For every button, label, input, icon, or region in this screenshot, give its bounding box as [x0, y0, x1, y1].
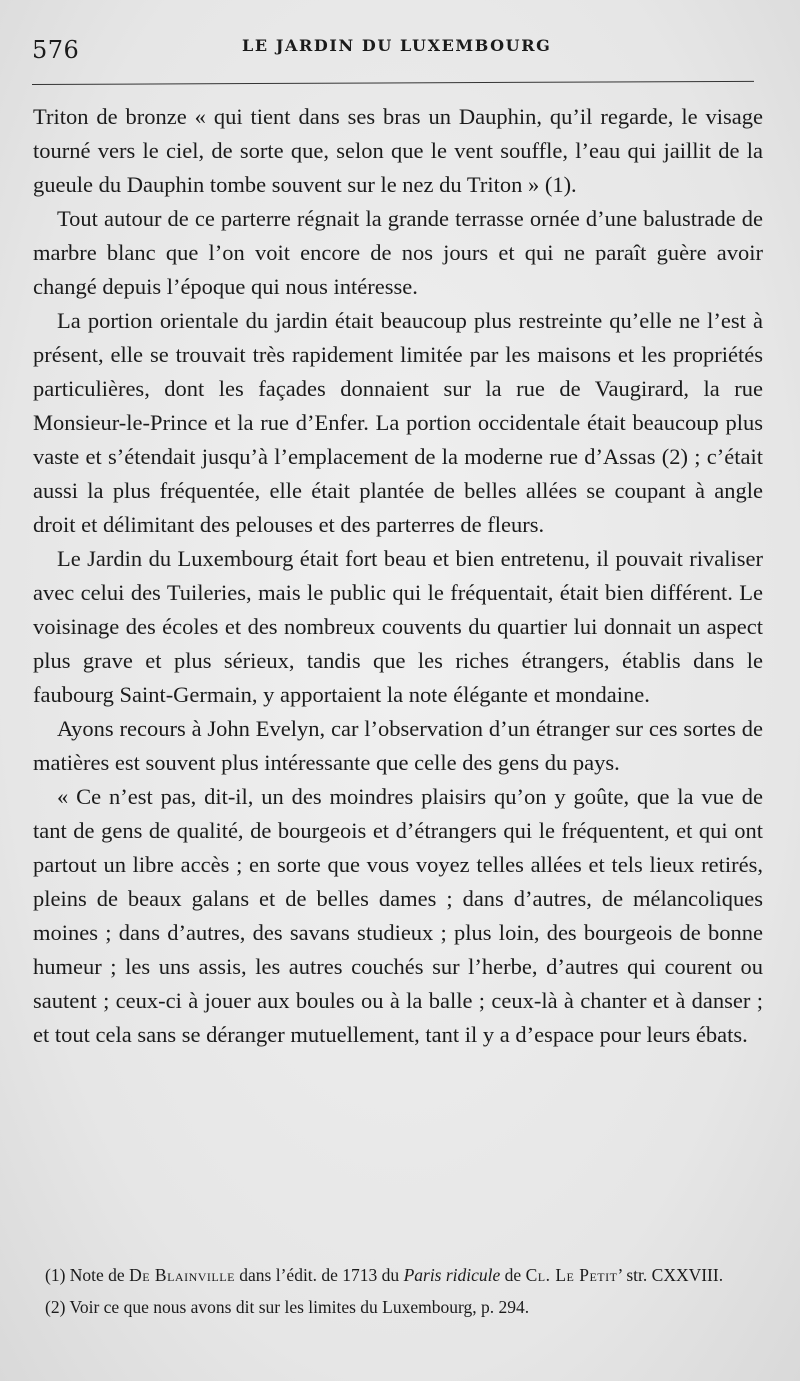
footnote-1-de: de — [504, 1265, 522, 1285]
body-text — [33, 100, 763, 1052]
page-number: 576 — [32, 36, 80, 64]
footnote-1-author: De Blainville — [129, 1265, 235, 1285]
paragraph-3: La portion orientale du jardin était beaucoup plus restreinte qu’elle ne l’est à présent, elle se trouvait très rapidement limitée par les maisons et les propriétés particulières, dont les façades donnaient sur la rue de Vaugirard, la rue Monsieur-le-Prince et la rue d’Enfer. La portion occidentale était beaucoup plus vaste et s’étendait jusqu’à l’emplacement de la moderne rue d’Assas (2) ; c’était aussi la plus fréquentée, elle était plantée de belles allées se coupant à angle droit et délimitant des pelouses et des parterres de fleurs. — [33, 308, 763, 537]
footnote-1-author-2: Cl. Le Petit — [525, 1265, 618, 1285]
footnotes — [45, 1262, 760, 1326]
page-header — [32, 36, 752, 76]
footnote-2-mark: (2) — [45, 1297, 66, 1317]
footnote-1-lead: Note de — [69, 1265, 125, 1285]
paragraph-5: Ayons recours à John Evelyn, car l’observation d’un étranger sur ces sortes de matières est souvent plus intéressante que celle des gens du pays. — [33, 716, 763, 775]
footnote-1-mark: (1) — [45, 1265, 66, 1285]
paragraph-4: Le Jardin du Luxembourg était fort beau et bien entretenu, il pouvait rivaliser avec celui des Tuileries, mais le public qui le fréquentait, était bien différent. Le voisinage des écoles et des nombreux couvents du quartier lui donnait un aspect plus grave et plus sérieux, tandis que les riches étrangers, établis dans le faubourg Saint-Germain, y apportaient la note élégante et mondaine. — [33, 546, 763, 707]
paragraph-2: Tout autour de ce parterre régnait la grande terrasse ornée d’une balustrade de marbre blanc que l’on voit encore de nos jours et qui ne paraît guère avoir changé depuis l’époque qui nous intéresse. — [33, 206, 763, 299]
running-title: LE JARDIN DU LUXEMBOURG — [242, 36, 552, 55]
paragraph-6: « Ce n’est pas, dit-il, un des moindres plaisirs qu’on y goûte, que la vue de tant de gens de qualité, de bourgeois et d’étrangers qui le fréquentent, et qui ont partout un libre accès ; en sorte que vous voyez telles allées et tels lieux retirés, pleins de beaux galans et de belles dames ; dans d’autres, de mélancoliques moines ; dans d’autres, des savans studieux ; plus loin, des bourgeois de bonne humeur ; les uns assis, les autres couchés sur l’herbe, d’autres qui courent ou sautent ; ceux-ci à jouer aux boules ou à la balle ; ceux-là à chanter et à danser ; et tout cela sans se déranger mutuellement, tant il y a d’espace pour leurs ébats. — [33, 784, 763, 1047]
paragraph-1: Triton de bronze « qui tient dans ses bras un Dauphin, qu’il regarde, le visage tourné vers le ciel, de sorte que, selon que le vent souffle, l’eau qui jaillit de la gueule du Dauphin tombe souvent sur le nez du Triton » (1). — [33, 104, 763, 197]
footnote-1-work: Paris ridicule — [403, 1265, 501, 1285]
header-rule — [32, 81, 754, 85]
footnote-1 — [45, 1262, 760, 1288]
footnote-1-tail: ’ str. CXXVIII. — [617, 1265, 724, 1285]
footnote-2 — [45, 1294, 760, 1320]
footnote-2-text: Voir ce que nous avons dit sur les limites du Luxembourg, p. 294. — [69, 1297, 530, 1317]
footnote-1-edition: dans l’édit. de 1713 du — [239, 1265, 400, 1285]
